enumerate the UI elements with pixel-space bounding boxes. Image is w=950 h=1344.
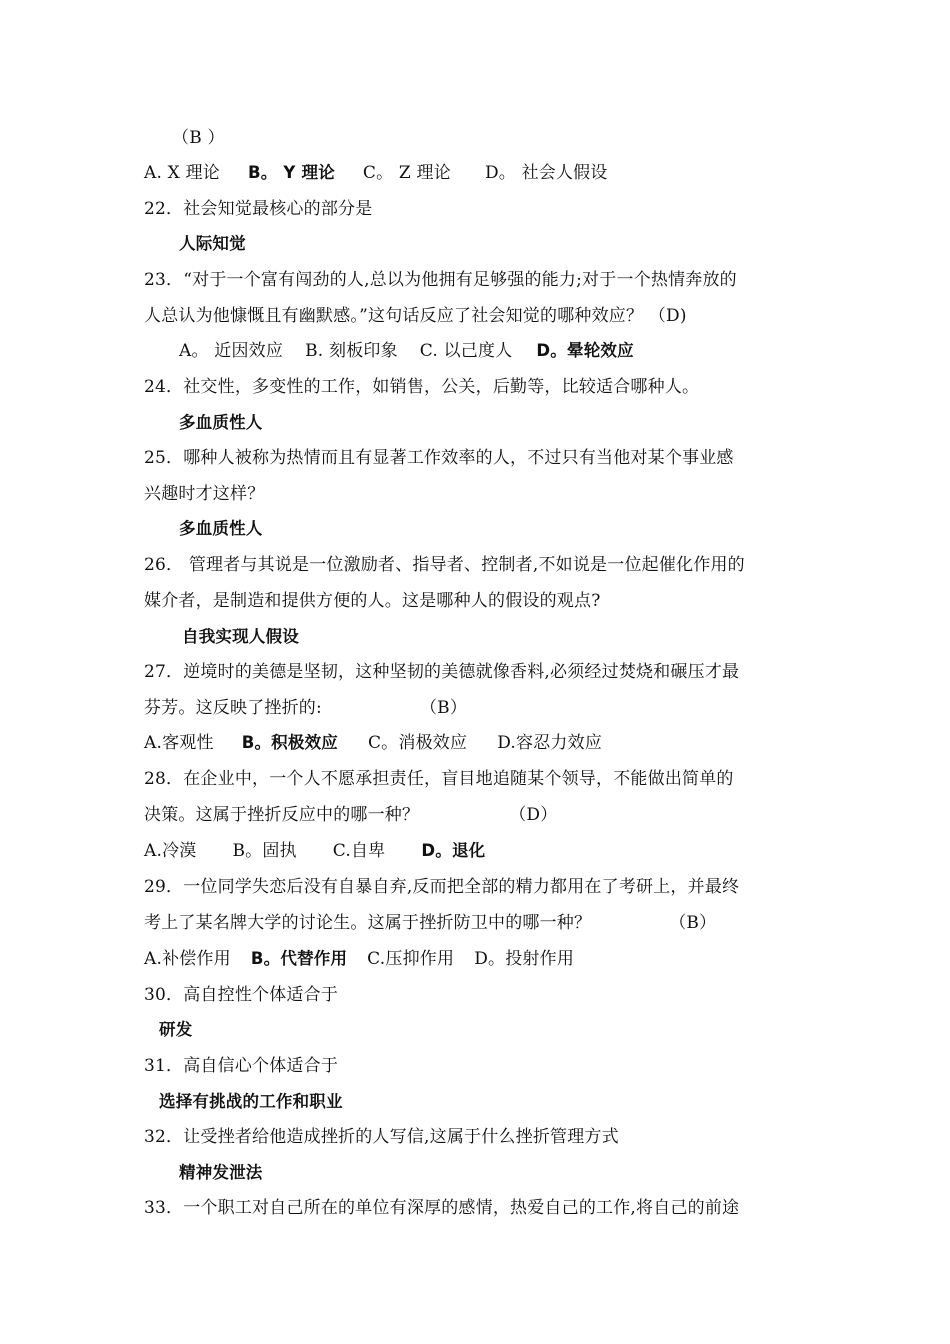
question-line: 兴趣时才这样？ [144,484,265,504]
option-b-correct: B。 Y 理论 [248,163,335,182]
question-line: 31．高自信心个体适合于 [144,1056,339,1076]
question-line: 27．逆境时的美德是坚韧，这种坚韧的美德就像香料,必须经过焚烧和碾压才最 [144,662,740,682]
options-line [144,733,602,753]
question-text: 决策。这属于挫折反应中的哪一种？ [144,805,420,825]
option-b-correct: B。积极效应 [241,733,338,752]
option-d: D。投射作用 [474,949,575,969]
option-a: A.冷漠 [144,841,197,861]
option-a: A.补偿作用 [144,949,231,969]
question-line [144,913,716,933]
question-text: 考上了某名牌大学的讨论生。这属于挫折防卫中的哪一种？ [144,913,592,933]
question-line: 媒介者，是制造和提供方便的人。这是哪种人的假设的观点? [144,591,601,611]
option-b-correct: B。代替作用 [250,949,348,968]
options-line [144,841,485,861]
question-line [144,698,467,718]
question-line: 28．在企业中，一个人不愿承担责任，盲目地追随某个领导，不能做出简单的 [144,769,734,789]
question-line: 23．“对于一个富有闯劲的人,总以为他拥有足够强的能力;对于一个热情奔放的 [144,270,737,290]
option-a: A. X 理论 [144,163,220,183]
option-d-correct: D。晕轮效应 [536,341,634,360]
option-d-correct: D。退化 [421,841,486,860]
option-b: B. 刻板印象 [305,341,398,361]
question-line: 26． 管理者与其说是一位激励者、指导者、控制者,不如说是一位起催化作用的 [144,555,745,575]
answer-line: 研发 [159,1020,193,1039]
option-c: C.自卑 [332,841,386,861]
answer-line: 人际知觉 [179,234,246,253]
answer-line: 自我实现人假设 [182,627,299,646]
option-c: C. 以己度人 [419,341,513,361]
question-line: 30．高自控性个体适合于 [144,985,339,1005]
answer-mark: （D） [509,805,558,825]
option-d: D。 社会人假设 [484,163,608,183]
question-line: 人总认为他慷慨且有幽默感。”这句话反应了社会知觉的哪种效应？ （D) [144,306,687,326]
option-b: B。固执 [232,841,297,861]
answer-line: 精神发泄法 [179,1163,263,1182]
options-line [144,163,608,183]
answer-line: （B ） [172,128,225,148]
option-c: C。 Z 理论 [362,163,451,183]
answer-line: 多血质性人 [179,519,263,538]
option-a: A.客观性 [144,733,214,753]
option-c: C.压抑作用 [367,949,455,969]
option-a: A。 近因效应 [179,341,284,361]
options-line [144,949,574,969]
question-line: 32．让受挫者给他造成挫折的人写信,这属于什么挫折管理方式 [144,1127,619,1147]
option-c: C。消极效应 [367,733,468,753]
answer-mark: （B） [419,698,468,718]
options-line [179,341,634,361]
question-text: 芬芳。这反映了挫折的: [144,698,322,718]
question-line [144,805,557,825]
answer-mark: （B） [669,913,717,933]
question-line: 33．一个职工对自己所在的单位有深厚的感情，热爱自己的工作,将自己的前途 [144,1198,740,1218]
answer-line: 多血质性人 [179,413,263,432]
question-line: 25．哪种人被称为热情而且有显著工作效率的人，不过只有当他对某个事业感 [144,448,734,468]
question-line: 29．一位同学失恋后没有自暴自弃,反而把全部的精力都用在了考研上，并最终 [144,877,740,897]
question-line: 24．社交性，多变性的工作，如销售，公关，后勤等，比较适合哪种人。 [144,377,700,397]
option-d: D.容忍力效应 [497,733,603,753]
question-line: 22．社会知觉最核心的部分是 [144,199,373,219]
answer-line: 选择有挑战的工作和职业 [159,1092,343,1111]
